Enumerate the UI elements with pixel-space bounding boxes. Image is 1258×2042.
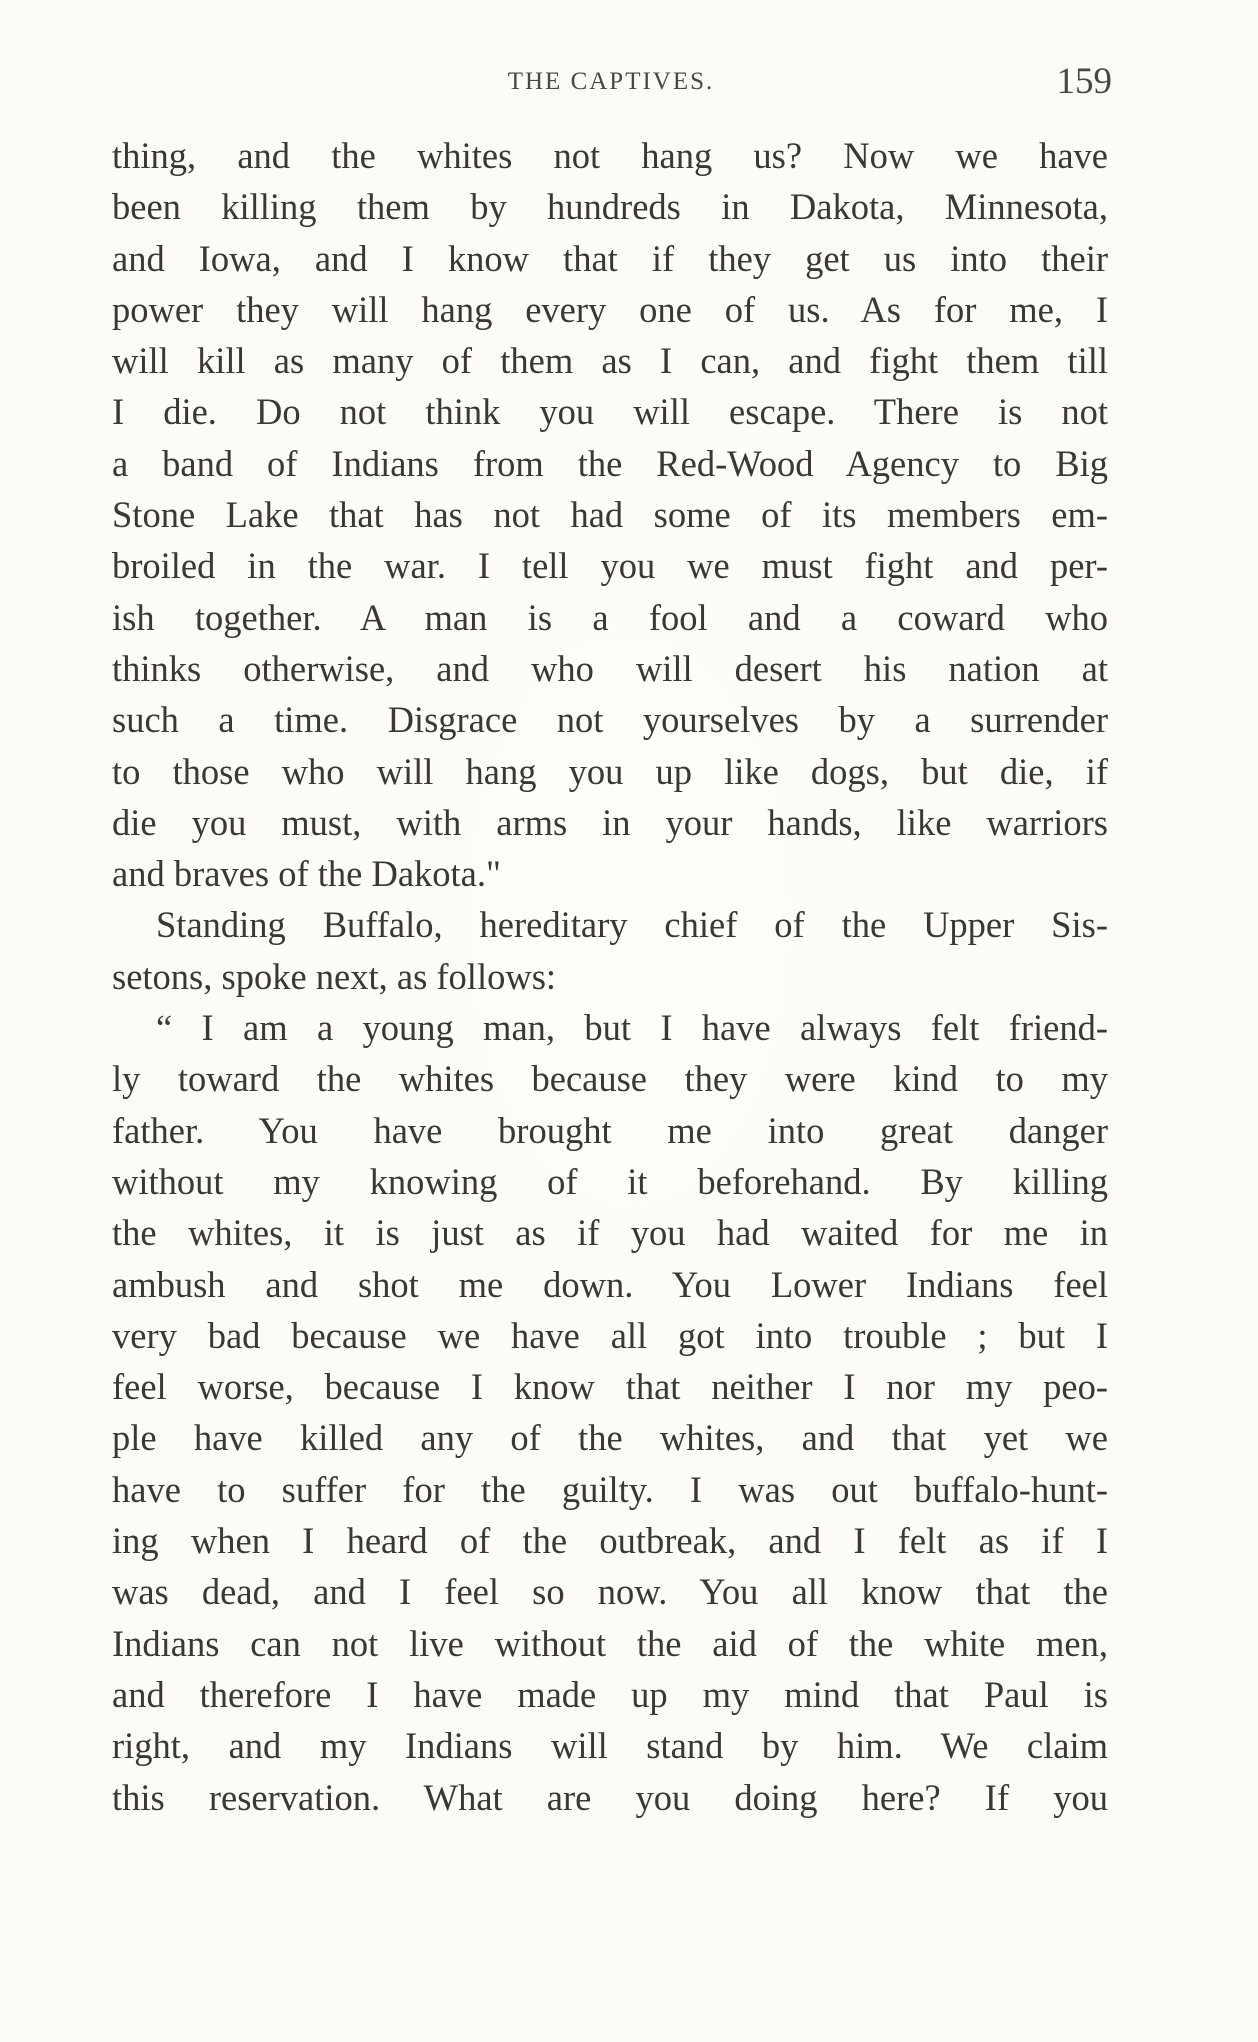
text-line: right, and my Indians will stand by him. We claim — [112, 1725, 1108, 1767]
text-line: without my knowing of it beforehand. By killing — [112, 1160, 1108, 1202]
text-line: ing when I heard of the outbreak, and I felt as if I — [112, 1520, 1108, 1562]
quote-start-line: “ I am a young man, but I have always felt friend- — [156, 1007, 1108, 1049]
text-line: father. You have brought me into great danger — [112, 1109, 1108, 1151]
text-line: have to suffer for the guilty. I was out buffalo-hunt- — [112, 1468, 1108, 1510]
running-header — [110, 60, 1112, 104]
text-line: thing, and the whites not hang us? Now we have — [112, 135, 1108, 176]
text-line: Stone Lake that has not had some of its members em- — [112, 494, 1108, 536]
running-title: THE CAPTIVES. — [507, 68, 715, 95]
text-line: the whites, it is just as if you had waited for me in — [112, 1212, 1108, 1254]
text-line: ish together. A man is a fool and a coward who — [112, 596, 1108, 638]
text-line: was dead, and I feel so now. You all know that the — [112, 1571, 1108, 1613]
text-line: been killing them by hundreds in Dakota, Minnesota, — [112, 186, 1108, 228]
text-line: this reservation. What are you doing here? If you — [112, 1776, 1108, 1818]
text-line: broiled in the war. I tell you we must fight and per- — [112, 545, 1108, 587]
text-line: and therefore I have made up my mind that Paul is — [112, 1673, 1108, 1715]
text-line: die you must, with arms in your hands, like warriors — [112, 801, 1108, 843]
text-line: power they will hang every one of us. As for me, I — [112, 288, 1108, 330]
text-line: such a time. Disgrace not yourselves by a surrender — [112, 699, 1108, 741]
text-line: will kill as many of them as I can, and fight them till — [112, 340, 1108, 382]
body-text — [112, 130, 1108, 1823]
paragraph-start-line: Standing Buffalo, hereditary chief of the Upper Sis- — [156, 904, 1108, 946]
text-line: and Iowa, and I know that if they get us into their — [112, 237, 1108, 279]
text-line: thinks otherwise, and who will desert his nation at — [112, 647, 1108, 689]
text-line: feel worse, because I know that neither I nor my peo- — [112, 1366, 1108, 1408]
text-line: Indians can not live without the aid of the white men, — [112, 1622, 1108, 1664]
text-line: ly toward the whites because they were kind to my — [112, 1058, 1108, 1100]
paragraph-end-line: setons, spoke next, as follows: — [112, 955, 557, 997]
paragraph-end-line: and braves of the Dakota." — [112, 853, 501, 895]
page-number: 159 — [1056, 61, 1112, 102]
text-line: ambush and shot me down. You Lower Indians feel — [112, 1263, 1108, 1305]
text-line: a band of Indians from the Red-Wood Agency to Big — [112, 442, 1108, 484]
text-line: to those who will hang you up like dogs, but die, if — [112, 750, 1108, 792]
text-line: I die. Do not think you will escape. There is not — [112, 391, 1108, 433]
text-line: ple have killed any of the whites, and that yet we — [112, 1417, 1108, 1459]
text-line: very bad because we have all got into trouble ; but I — [112, 1314, 1108, 1356]
